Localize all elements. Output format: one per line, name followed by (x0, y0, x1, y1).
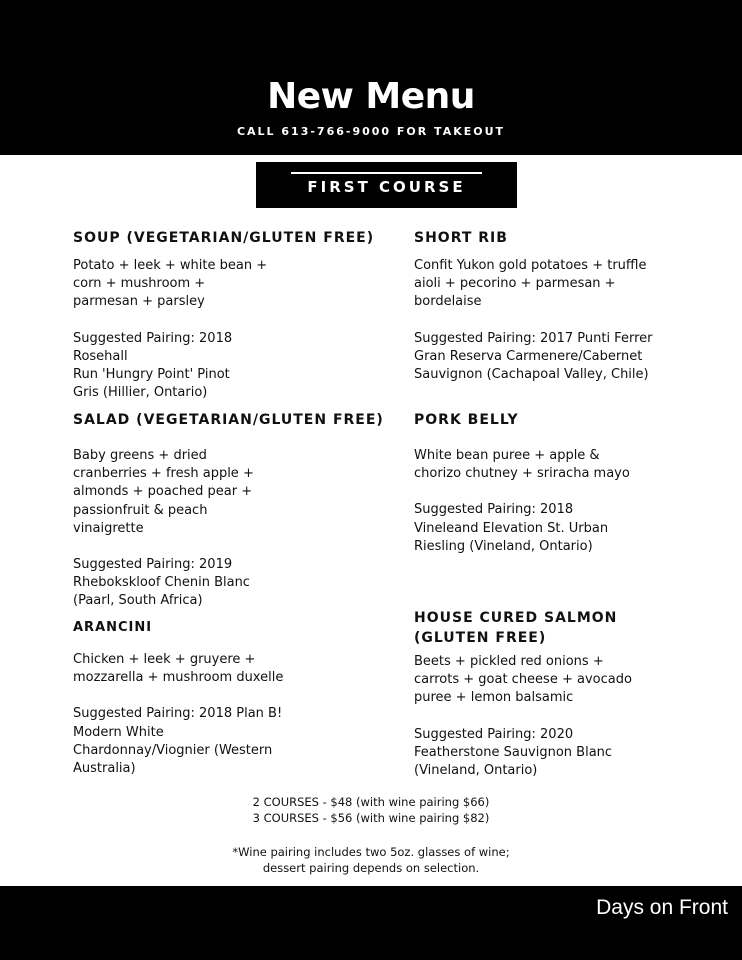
menu-header (0, 0, 742, 155)
item-description: Baby greens + dried cranberries + fresh apple + almonds + poached pear + passionfruit & peach vinaigrette (73, 448, 254, 536)
item-pairing: Suggested Pairing: 2018 Plan B! Modern White Chardonnay/Viognier (Western Australia) (73, 706, 283, 777)
item-pairing: Suggested Pairing: 2018 Rosehall Run 'Hungry Point' Pinot Gris (Hillier, Ontario) (73, 330, 233, 401)
bottom-bar (0, 886, 742, 960)
menu-item-salmon (414, 608, 734, 780)
menu-item-arancini (73, 618, 403, 778)
item-name: ARANCINI (73, 620, 153, 635)
price-two-courses: 2 COURSES - $48 (with wine pairing $66) (252, 795, 490, 809)
item-name: SALAD (VEGETARIAN/GLUTEN FREE) (73, 412, 384, 428)
item-pairing: Suggested Pairing: 2018 Vineleand Elevation St. Urban Riesling (Vineland, Ontario) (414, 502, 609, 554)
course-label: FIRST COURSE (307, 178, 466, 196)
item-name: SOUP (VEGETARIAN/GLUTEN FREE) (73, 230, 375, 246)
item-description: White bean puree + apple & chorizo chutney + sriracha mayo (414, 448, 630, 482)
course-banner-rule (291, 172, 482, 174)
takeout-phone: CALL 613-766-9000 FOR TAKEOUT (236, 125, 506, 138)
course-banner (256, 162, 517, 208)
item-pairing: Suggested Pairing: 2019 Rhebokskloof Chenin Blanc (Paarl, South Africa) (73, 557, 250, 609)
item-description: Chicken + leek + gruyere + mozzarella + mushroom duxelle (73, 652, 284, 686)
price-three-courses: 3 COURSES - $56 (with wine pairing $82) (252, 811, 490, 825)
item-name: PORK BELLY (414, 412, 519, 428)
item-description: Confit Yukon gold potatoes + truffle aioli + pecorino + parmesan + bordelaise (414, 258, 647, 310)
menu-item-short-rib (414, 228, 734, 384)
item-pairing: Suggested Pairing: 2020 Featherstone Sauvignon Blanc (Vineland, Ontario) (414, 726, 613, 779)
menu-item-pork-belly (414, 410, 734, 556)
menu-item-soup (73, 228, 403, 402)
item-description: Beets + pickled red onions + carrots + goat cheese + avocado puree + lemon balsamic (414, 654, 632, 706)
wine-pairing-note: *Wine pairing includes two 5oz. glasses of wine; dessert pairing depends on selection. (232, 845, 510, 875)
item-name: HOUSE CURED SALMON (GLUTEN FREE) (414, 610, 618, 646)
menu-item-salad (73, 410, 403, 611)
menu-title: New Menu (267, 76, 475, 117)
days-on-front-label: Days on Front (596, 896, 728, 919)
item-pairing: Suggested Pairing: 2017 Punti Ferrer Gran Reserva Carmenere/Cabernet Sauvignon (Cachapoal Valley, Chile) (414, 330, 653, 383)
item-name: SHORT RIB (414, 230, 508, 246)
item-description: Potato + leek + white bean + corn + mushroom + parmesan + parsley (73, 258, 268, 310)
